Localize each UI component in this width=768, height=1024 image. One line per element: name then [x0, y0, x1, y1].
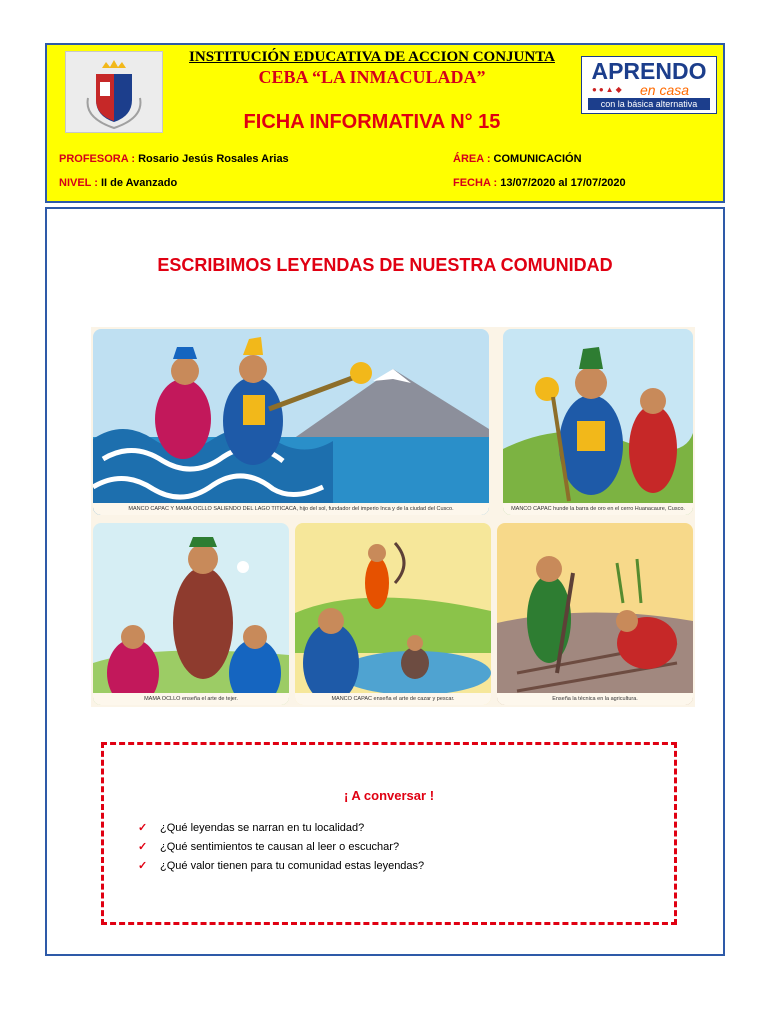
- legend-illustration: [91, 327, 695, 707]
- area-label: ÁREA :: [453, 153, 491, 165]
- logo-tagline: con la básica alternativa: [588, 98, 710, 110]
- weaving-scene-icon: [93, 523, 289, 705]
- teacher-value: Rosario Jesús Rosales Arias: [138, 153, 289, 165]
- conversation-title: ¡ A conversar !: [343, 788, 435, 803]
- logo-word: APRENDO: [591, 58, 707, 84]
- school-name: CEBA “LA INMACULADA”: [258, 67, 486, 87]
- conversation-box: [101, 742, 677, 925]
- question-item: [138, 840, 399, 853]
- logo-dots-icon: ●●▲◆: [592, 85, 624, 94]
- header-band: [45, 43, 725, 203]
- panel-1-caption: MANCO CAPAC Y MAMA OCLLO SALIENDO DEL LAGO TITICACA, hijo del sol, fundador del imperio Inca y de la ciudad del Cusco.: [93, 503, 489, 515]
- area-field: [453, 153, 582, 165]
- question-text: ¿Qué sentimientos te causan al leer o escuchar?: [160, 841, 400, 853]
- agriculture-scene-icon: [497, 523, 693, 705]
- teacher-field: [59, 153, 289, 165]
- aprendo-en-casa-logo: [581, 56, 717, 114]
- content-frame: [45, 207, 725, 956]
- panel-5-caption: Enseña la técnica en la agricultura.: [497, 693, 693, 705]
- logo-sub: en casa: [640, 82, 690, 98]
- lake-titicaca-scene-icon: [93, 329, 489, 515]
- hunting-fishing-scene-icon: [295, 523, 491, 705]
- checkmark-icon: ✓: [138, 860, 148, 872]
- panel-3-caption: MAMA OCLLO enseña el arte de tejer.: [93, 693, 289, 705]
- huanacaure-scene-icon: [503, 329, 693, 515]
- question-text: ¿Qué valor tienen para tu comunidad estas leyendas?: [160, 860, 425, 872]
- panel-4-caption: MANCO CAPAC enseña el arte de cazar y pescar.: [295, 693, 491, 705]
- level-label: NIVEL :: [59, 177, 98, 189]
- question-text: ¿Qué leyendas se narran en tu localidad?: [160, 822, 365, 834]
- sheet-title: FICHA INFORMATIVA N° 15: [243, 111, 501, 133]
- institution-name: INSTITUCIÓN EDUCATIVA DE ACCION CONJUNTA: [189, 49, 555, 65]
- teacher-label: PROFESORA :: [59, 153, 135, 165]
- illustration-panel-4: [295, 523, 491, 705]
- checkmark-icon: ✓: [138, 841, 148, 853]
- crest-shield-icon: [66, 52, 162, 132]
- illustration-panel-1: [93, 329, 489, 515]
- school-crest: [65, 51, 163, 133]
- illustration-panel-3: [93, 523, 289, 705]
- date-field: [453, 177, 626, 189]
- lesson-title: ESCRIBIMOS LEYENDAS DE NUESTRA COMUNIDAD: [157, 255, 613, 275]
- illustration-panel-2: [503, 329, 693, 515]
- area-value: COMUNICACIÓN: [493, 153, 582, 165]
- level-field: [59, 177, 177, 189]
- question-item: [138, 859, 424, 872]
- checkmark-icon: ✓: [138, 822, 148, 834]
- date-value: 13/07/2020 al 17/07/2020: [500, 177, 626, 189]
- panel-2-caption: MANCO CAPAC hunde la barra de oro en el cerro Huanacaure, Cusco.: [503, 503, 693, 515]
- level-value: II de Avanzado: [100, 177, 178, 189]
- question-item: [138, 821, 364, 834]
- illustration-panel-5: [497, 523, 693, 705]
- date-label: FECHA :: [453, 177, 498, 189]
